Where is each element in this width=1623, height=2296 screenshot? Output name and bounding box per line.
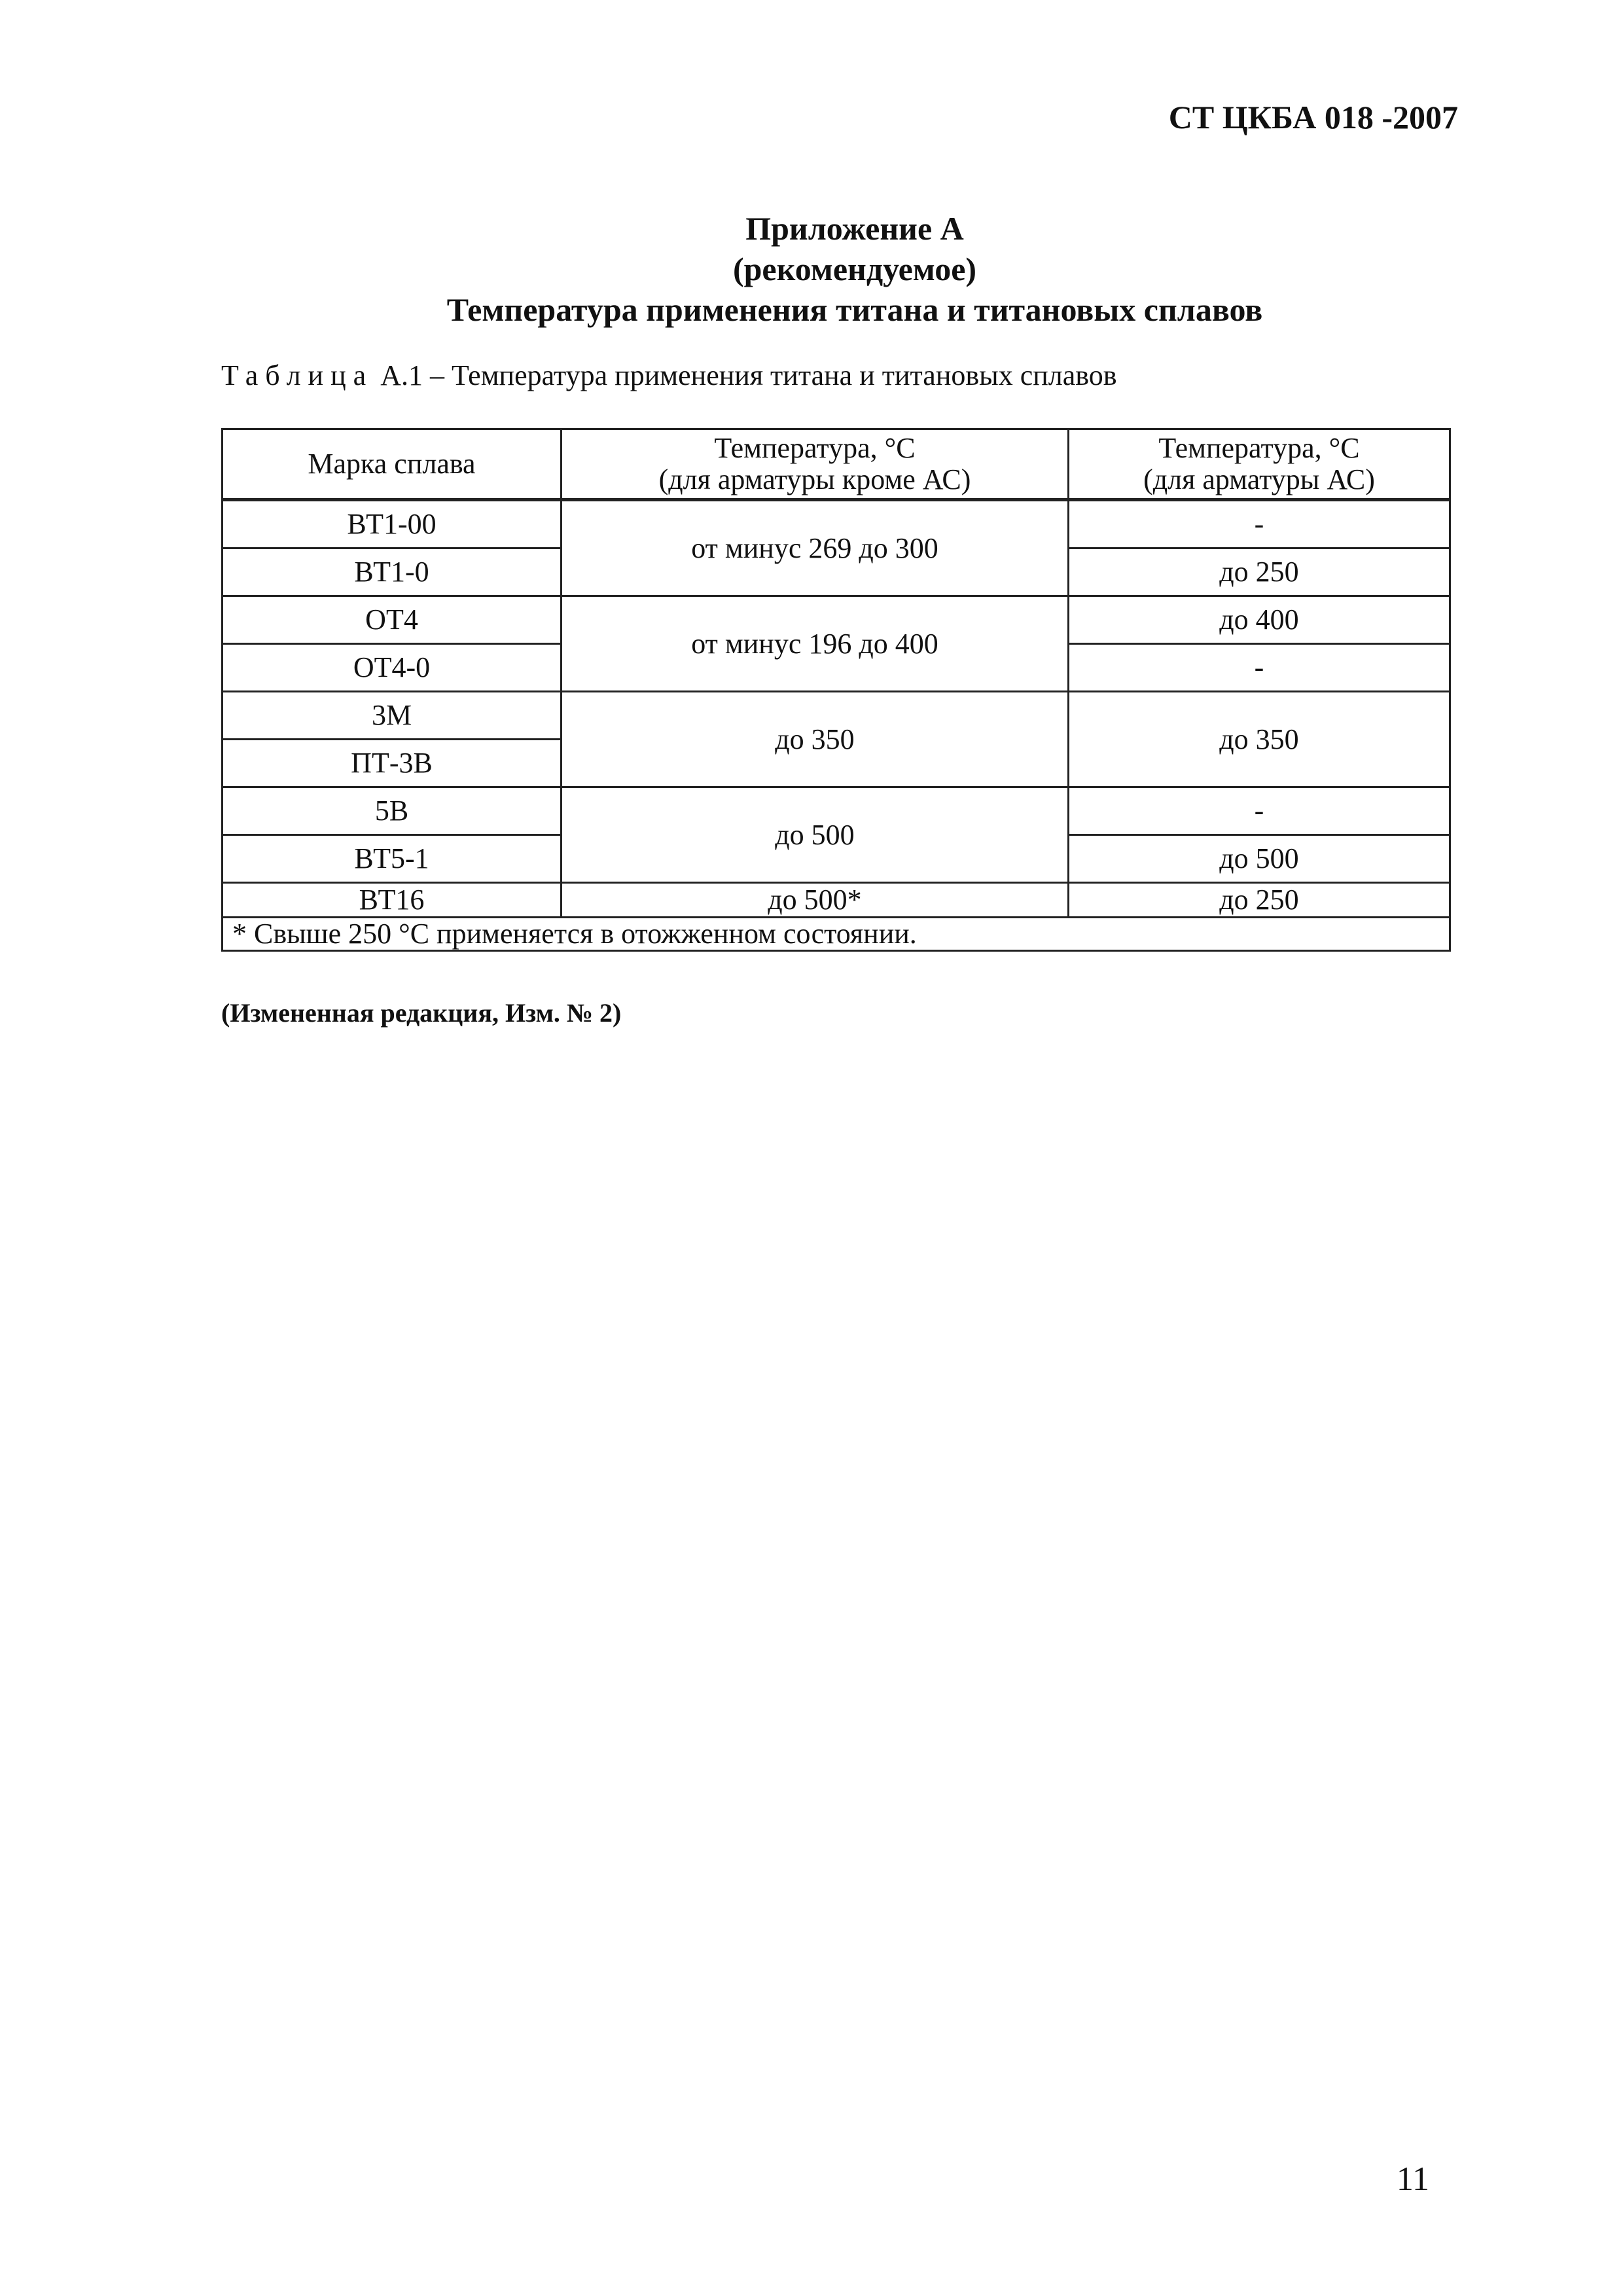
temp-other-cell: до 350: [562, 692, 1069, 787]
header-temp-ac: [1069, 429, 1450, 500]
temp-ac-cell: до 500: [1069, 835, 1450, 883]
table-row: [223, 500, 1450, 548]
table-header-row: [223, 429, 1450, 500]
header-temp-other-line2: (для арматуры кроме АС): [658, 463, 971, 495]
appendix-title: Приложение А: [745, 210, 964, 247]
temp-ac-cell: -: [1069, 644, 1450, 692]
grade-cell: ВТ16: [223, 883, 562, 918]
temp-other-cell: до 500*: [562, 883, 1069, 918]
table-footnote-row: [223, 918, 1450, 951]
appendix-subject: Температура применения титана и титановых сплавов: [446, 291, 1263, 328]
revision-note: (Измененная редакция, Изм. № 2): [221, 998, 622, 1028]
table-footnote: * Свыше 250 °С применяется в отожженном состоянии.: [223, 918, 1450, 951]
temp-ac-cell: -: [1069, 787, 1450, 835]
temperature-table: [221, 428, 1451, 952]
header-grade: Марка сплава: [223, 429, 562, 500]
grade-cell: ОТ4-0: [223, 644, 562, 692]
table-row: [223, 692, 1450, 740]
appendix-heading: [223, 208, 1487, 330]
header-temp-other-line1: Температура, °С: [714, 432, 916, 464]
grade-cell: 3М: [223, 692, 562, 740]
temp-ac-cell: до 250: [1069, 883, 1450, 918]
page-number: 11: [1396, 2161, 1429, 2198]
temp-ac-cell: до 350: [1069, 692, 1450, 787]
temp-ac-cell: до 400: [1069, 596, 1450, 644]
header-temp-ac-line1: Температура, °С: [1158, 432, 1360, 464]
table-row: [223, 787, 1450, 835]
temp-other-cell: до 500: [562, 787, 1069, 883]
temp-other-cell: от минус 196 до 400: [562, 596, 1069, 692]
temp-ac-cell: -: [1069, 500, 1450, 548]
grade-cell: 5В: [223, 787, 562, 835]
header-temp-other: [562, 429, 1069, 500]
header-temp-ac-line2: (для арматуры АС): [1143, 463, 1375, 495]
document-code: СТ ЦКБА 018 -2007: [1168, 99, 1458, 135]
table-caption: [221, 359, 1117, 392]
grade-cell: ПТ-3В: [223, 740, 562, 787]
table-caption-text: А.1 – Температура применения титана и титановых сплавов: [380, 359, 1117, 391]
grade-cell: ВТ1-00: [223, 500, 562, 548]
temp-ac-cell: до 250: [1069, 548, 1450, 596]
grade-cell: ОТ4: [223, 596, 562, 644]
table-row: [223, 596, 1450, 644]
table-row: [223, 883, 1450, 918]
table-caption-prefix: Таблица: [221, 359, 374, 391]
grade-cell: ВТ5-1: [223, 835, 562, 883]
temp-other-cell: от минус 269 до 300: [562, 500, 1069, 596]
appendix-status: (рекомендуемое): [732, 251, 977, 287]
grade-cell: ВТ1-0: [223, 548, 562, 596]
